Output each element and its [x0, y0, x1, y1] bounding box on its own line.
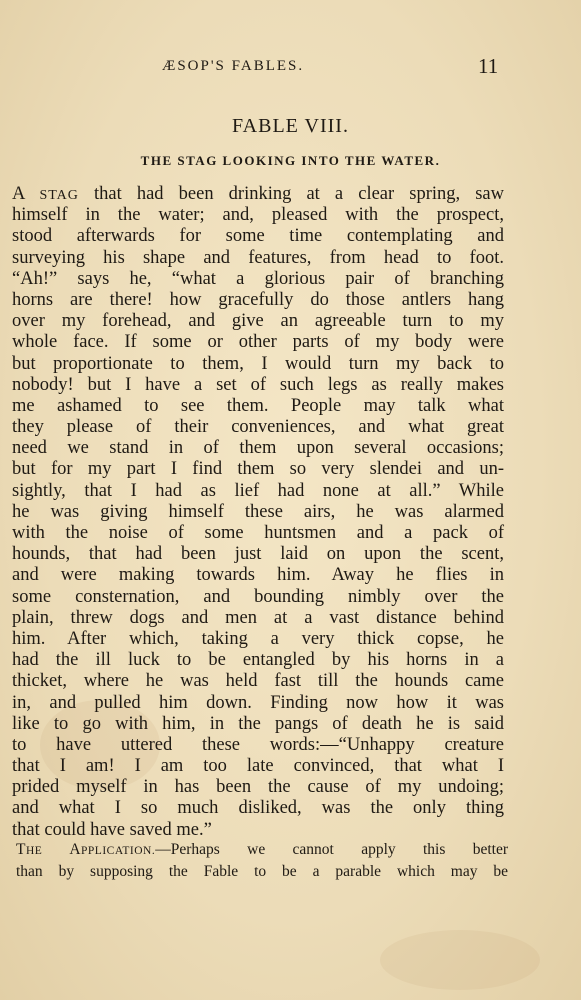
- text-line: “Ah!” says he, “what a glorious pair of branching: [12, 268, 504, 289]
- text-line-last: that could have saved me.”: [12, 819, 212, 840]
- text-line: me ashamed to see them. People may talk what: [12, 395, 504, 416]
- first-word: A: [12, 184, 25, 204]
- text-line: over my forehead, and give an agreeable turn to my: [12, 311, 504, 332]
- text-line: in, and pulled him down. Finding now how it was: [12, 692, 504, 713]
- first-line-rest: that had been drinking at a clear spring, saw: [94, 184, 505, 204]
- text-line: and were making towards him. Away he flies in: [12, 565, 504, 586]
- application-line-rest: —Perhaps we cannot apply this better: [155, 841, 508, 858]
- paper-stain: [380, 930, 540, 990]
- running-title: ÆSOP'S FABLES.: [162, 58, 305, 74]
- text-line: horns are there! how gracefully do those antlers hang: [12, 289, 504, 310]
- text-line: that I am! I am too late convinced, that what I: [12, 756, 504, 777]
- text-line: him. After which, taking a very thick copse, he: [12, 628, 504, 649]
- text-line: plain, threw dogs and men at a vast distance behind: [12, 607, 504, 628]
- text-line: [12, 184, 504, 205]
- text-line: but for my part I find them so very slendei and un-: [12, 459, 504, 480]
- text-line: whole face. If some or other parts of my body were: [12, 332, 504, 353]
- text-line: they please of their conveniences, and what great: [12, 417, 504, 438]
- fable-body: [12, 184, 504, 841]
- text-line: thicket, where he was held fast till the hounds came: [12, 671, 504, 692]
- text-line: surveying his shape and features, from head to foot.: [12, 247, 504, 268]
- text-line: some consternation, and bounding nimbly over the: [12, 586, 504, 607]
- text-line: need we stand in of them upon several occasions;: [12, 438, 504, 459]
- text-line: to have uttered these words:—“Unhappy creature: [12, 734, 504, 755]
- text-line: prided myself in has been the cause of my undoing;: [12, 777, 504, 798]
- text-line: he was giving himself these airs, he was alarmed: [12, 501, 504, 522]
- text-line: sightly, that I had as lief had none at all.” While: [12, 480, 504, 501]
- running-head: [0, 54, 581, 82]
- text-line: had the ill luck to be entangled by his horns in a: [12, 650, 504, 671]
- application-paragraph: [16, 839, 508, 883]
- text-line: with the noise of some huntsmen and a pack of: [12, 523, 504, 543]
- text-line: himself in the water; and, pleased with the prospect,: [12, 205, 504, 226]
- text-line: hounds, that had been just laid on upon the scent,: [12, 544, 504, 565]
- text-line: nobody! but I have a set of such legs as really makes: [12, 374, 504, 395]
- application-line: [16, 839, 508, 861]
- text-line: stood afterwards for some time contemplating and: [12, 226, 504, 247]
- text-line: but proportionate to them, I would turn my back to: [12, 353, 504, 374]
- page-number: 11: [478, 54, 499, 78]
- text-line: and what I so much disliked, was the only thing: [12, 798, 504, 819]
- first-word-smallcaps: STAG: [39, 188, 79, 203]
- text-line: like to go with him, in the pangs of death he is said: [12, 713, 504, 734]
- application-label: THE APPLICATION.: [16, 841, 156, 858]
- application-line: than by supposing the Fable to be a parable which may be: [16, 863, 508, 880]
- fable-number: FABLE VIII.: [232, 115, 349, 137]
- fable-title: THE STAG LOOKING INTO THE WATER.: [140, 153, 441, 168]
